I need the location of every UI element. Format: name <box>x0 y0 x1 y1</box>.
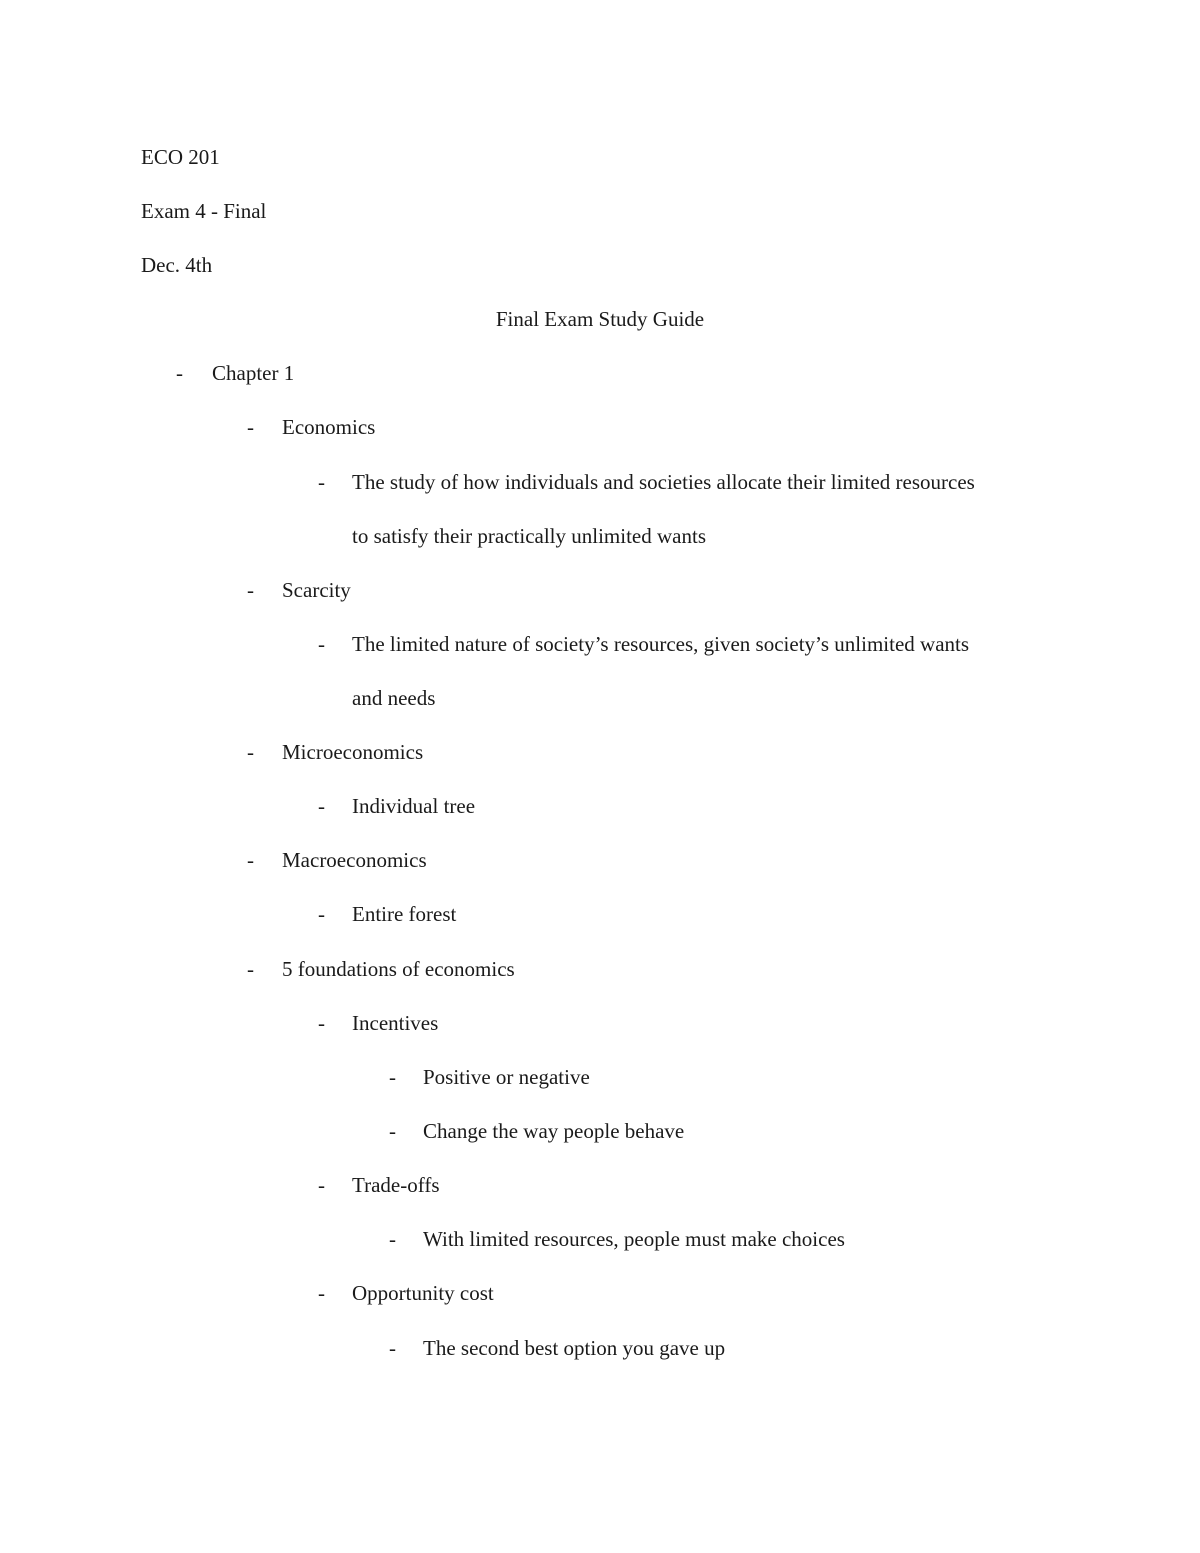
term-microeconomics: Microeconomics <box>282 740 424 764</box>
bullet-dash: - <box>247 740 254 764</box>
term-macroeconomics: Macroeconomics <box>282 848 427 872</box>
incentives-point: Change the way people behave <box>423 1119 685 1143</box>
bullet-dash: - <box>247 578 254 602</box>
opportunity-cost-point: The second best option you gave up <box>423 1336 726 1360</box>
bullet-dash: - <box>247 957 254 981</box>
foundation-incentives: Incentives <box>352 1011 439 1035</box>
term-scarcity: Scarcity <box>282 578 351 602</box>
incentives-point: Positive or negative <box>423 1065 590 1089</box>
definition-scarcity-line1: The limited nature of society’s resources, given society’s unlimited wants <box>352 632 970 656</box>
chapter-heading: Chapter 1 <box>212 361 295 385</box>
bullet-dash: - <box>247 848 254 872</box>
definition-microeconomics: Individual tree <box>352 794 476 818</box>
bullet-dash: - <box>247 415 254 439</box>
bullet-dash: - <box>318 632 325 656</box>
bullet-dash: - <box>389 1227 396 1251</box>
term-economics: Economics <box>282 415 376 439</box>
bullet-dash: - <box>318 902 325 926</box>
course-code: ECO 201 <box>141 145 220 169</box>
bullet-dash: - <box>318 1173 325 1197</box>
bullet-dash: - <box>318 1011 325 1035</box>
bullet-dash: - <box>389 1336 396 1360</box>
bullet-dash: - <box>389 1065 396 1089</box>
definition-scarcity-line2: and needs <box>352 686 436 710</box>
tradeoffs-point: With limited resources, people must make choices <box>423 1227 845 1251</box>
definition-macroeconomics: Entire forest <box>352 902 457 926</box>
bullet-dash: - <box>318 1281 325 1305</box>
exam-name: Exam 4 - Final <box>141 199 267 223</box>
foundation-tradeoffs: Trade-offs <box>352 1173 440 1197</box>
foundation-opportunity-cost: Opportunity cost <box>352 1281 494 1305</box>
bullet-dash: - <box>318 470 325 494</box>
bullet-dash: - <box>389 1119 396 1143</box>
bullet-dash: - <box>318 794 325 818</box>
page-title: Final Exam Study Guide <box>495 307 705 331</box>
term-foundations: 5 foundations of economics <box>282 957 515 981</box>
definition-economics-line2: to satisfy their practically unlimited wants <box>352 524 706 548</box>
exam-date: Dec. 4th <box>141 253 213 277</box>
definition-economics-line1: The study of how individuals and societies allocate their limited resources <box>352 470 975 494</box>
bullet-dash: - <box>176 361 183 385</box>
